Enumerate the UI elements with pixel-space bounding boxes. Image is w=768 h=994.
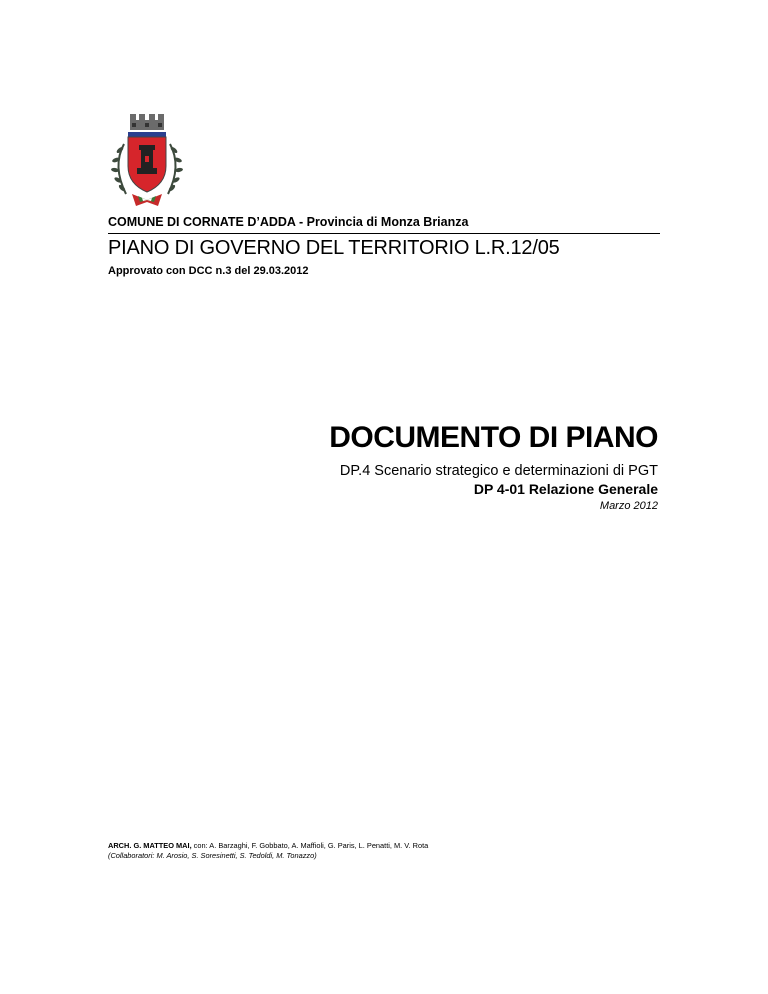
credits-lead: ARCH. G. MATTEO MAI, — [108, 841, 192, 850]
comune-heading: COMUNE DI CORNATE D’ADDA - Provincia di Monza Brianza — [108, 215, 469, 229]
credits-authors: con: A. Barzaghi, F. Gobbato, A. Maffioli, G. Paris, L. Penatti, M. V. Rota — [191, 841, 429, 850]
approval-note: Approvato con DCC n.3 del 29.03.2012 — [108, 265, 309, 277]
shield-icon — [128, 132, 166, 192]
document-date: Marzo 2012 — [599, 500, 658, 512]
crown-icon — [130, 114, 164, 130]
credits-block — [108, 841, 428, 861]
ribbon-icon — [132, 194, 162, 206]
credits-authors-line — [108, 841, 428, 851]
document-title-block — [158, 420, 658, 512]
header-divider — [108, 233, 660, 234]
document-subtitle: DP.4 Scenario strategico e determinazioni di PGT — [339, 463, 658, 479]
credits-collaborators: (Collaboratori: M. Arosio, S. Soresinetti, S. Tedoldi, M. Tonazzo) — [108, 851, 317, 860]
piano-title: PIANO DI GOVERNO DEL TERRITORIO L.R.12/05 — [108, 237, 560, 259]
document-relazione: DP 4-01 Relazione Generale — [473, 481, 658, 497]
coat-of-arms-icon — [104, 108, 190, 212]
document-title: DOCUMENTO DI PIANO — [329, 421, 658, 454]
